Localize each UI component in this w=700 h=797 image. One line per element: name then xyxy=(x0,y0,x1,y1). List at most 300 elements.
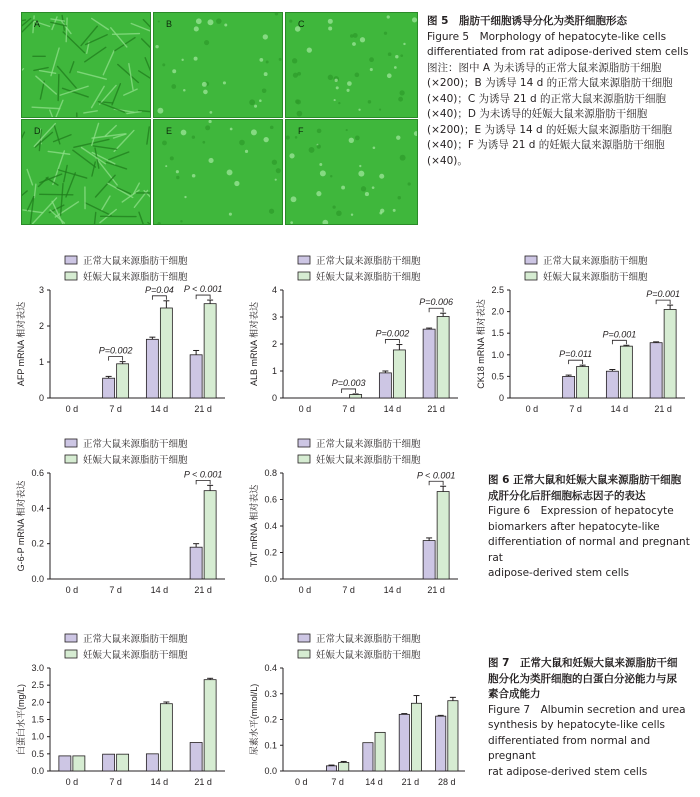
caption-line: rat adipose-derived stem cells xyxy=(488,765,648,778)
cell-shape xyxy=(157,108,163,114)
bar xyxy=(650,343,662,398)
bar xyxy=(160,704,172,771)
cell-shape xyxy=(176,170,179,173)
y-tick-label: 1.5 xyxy=(491,328,504,339)
bar xyxy=(399,714,409,771)
y-tick-label: 0.2 xyxy=(31,538,44,549)
x-tick-label: 0 d xyxy=(65,404,79,414)
caption-line: 图注：图中 A 为未诱导的正常大鼠来源脂肪干细胞 xyxy=(427,61,662,74)
figure6-caption xyxy=(488,473,696,582)
p-value-label: P < 0.001 xyxy=(183,469,223,480)
significance-bracket xyxy=(429,481,443,485)
bar xyxy=(204,491,216,579)
bar xyxy=(620,346,632,398)
cell-shape xyxy=(270,126,274,130)
bar xyxy=(379,373,391,398)
bar xyxy=(437,492,449,579)
caption-line: (×40)；D 为未诱导的妊娠大鼠来源脂肪干细胞 xyxy=(427,108,648,120)
cell-shape xyxy=(143,20,150,35)
cell-shape xyxy=(289,153,294,158)
chart-ck18 xyxy=(470,250,695,420)
legend-swatch xyxy=(298,455,310,463)
cell-shape xyxy=(266,60,269,63)
cell-shape xyxy=(368,100,371,103)
micrograph-texture xyxy=(286,13,417,117)
bar xyxy=(363,743,373,771)
y-tick-label: 4 xyxy=(271,285,277,295)
micrograph-panel-d xyxy=(21,119,151,225)
legend-swatch xyxy=(298,272,310,280)
cell-shape xyxy=(22,132,24,150)
cell-shape xyxy=(40,194,73,195)
legend-label: 正常大鼠来源脂肪干细胞 xyxy=(316,256,421,267)
legend-label: 正常大鼠来源脂肪干细胞 xyxy=(83,256,188,267)
significance-bracket xyxy=(656,300,670,304)
cell-shape xyxy=(162,63,165,66)
x-tick-label: 0 d xyxy=(65,777,79,787)
caption-line: differentiated from normal and pregnant xyxy=(488,734,651,762)
x-tick-label: 7 d xyxy=(342,585,355,595)
cell-shape xyxy=(269,209,274,214)
y-tick-label: 0.0 xyxy=(264,574,277,584)
legend-swatch xyxy=(65,650,77,658)
cell-shape xyxy=(112,84,120,105)
cell-shape xyxy=(196,18,202,24)
cell-shape xyxy=(370,68,373,71)
caption-line: adipose-derived stem cells xyxy=(488,567,630,579)
legend-swatch xyxy=(298,256,310,264)
micrograph-texture xyxy=(22,13,150,117)
legend-label: 正常大鼠来源脂肪干细胞 xyxy=(543,256,648,267)
cell-shape xyxy=(229,213,232,216)
y-tick-label: 0.5 xyxy=(491,371,504,382)
legend-label: 妊娠大鼠来源脂肪干细胞 xyxy=(316,650,421,661)
cell-shape xyxy=(170,156,174,160)
chart-svg xyxy=(243,433,468,601)
panel-label: A xyxy=(34,19,41,29)
cell-shape xyxy=(332,205,335,208)
cell-shape xyxy=(393,209,396,212)
y-tick-label: 2.5 xyxy=(31,680,44,691)
bar xyxy=(326,766,336,771)
cell-shape xyxy=(379,212,382,215)
cell-shape xyxy=(93,146,116,149)
micrograph-panel-c xyxy=(285,12,418,118)
caption-line: Figure 6 Expression of hepatocyte xyxy=(488,505,674,517)
cell-shape xyxy=(309,147,315,153)
legend-swatch xyxy=(298,634,310,642)
y-tick-label: 0.4 xyxy=(264,663,277,673)
cell-shape xyxy=(263,137,268,142)
cell-shape xyxy=(209,111,212,114)
cell-shape xyxy=(203,90,208,95)
cell-shape xyxy=(183,89,186,92)
cell-shape xyxy=(365,192,369,196)
cell-shape xyxy=(403,43,405,45)
cell-shape xyxy=(249,99,255,105)
legend-label: 正常大鼠来源脂肪干细胞 xyxy=(316,634,421,645)
cell-shape xyxy=(22,191,27,205)
x-tick-label: 7 d xyxy=(342,404,355,414)
cell-shape xyxy=(105,126,116,136)
caption-line: biomarkers after hepatocyte-like xyxy=(488,520,660,533)
caption-line: 图 6 正常大鼠和妊娠大鼠来源脂肪干细胞 xyxy=(488,474,682,486)
caption-line: (×40)。 xyxy=(427,154,468,167)
cell-shape xyxy=(355,136,360,141)
chart-urea xyxy=(243,628,475,793)
chart-albumin xyxy=(10,628,235,793)
x-tick-label: 0 d xyxy=(298,585,312,595)
cell-shape xyxy=(254,105,257,108)
x-tick-label: 14 d xyxy=(365,777,383,787)
cell-shape xyxy=(259,58,263,62)
cell-shape xyxy=(176,176,179,179)
cell-shape xyxy=(276,168,281,173)
cell-shape xyxy=(162,140,167,145)
caption-line: differentiated from rat adipose-derived stem cells xyxy=(427,46,689,58)
caption-line: (×40)；F 为诱导 21 d 的妊娠大鼠来源脂肪干细胞 xyxy=(427,139,665,151)
cell-shape xyxy=(295,136,298,139)
y-axis-label: AFP mRNA 相对表达 xyxy=(16,301,26,387)
cell-shape xyxy=(139,71,150,79)
cell-shape xyxy=(317,144,321,148)
y-tick-label: 2 xyxy=(38,321,44,331)
caption-line: (×200)；B 为诱导 14 d 的正常大鼠来源脂肪干细胞 xyxy=(427,77,673,89)
bar xyxy=(190,547,202,579)
p-value-label: P=0.002 xyxy=(98,345,133,356)
y-tick-label: 1.0 xyxy=(31,731,44,742)
cell-shape xyxy=(239,140,245,146)
figure7-caption xyxy=(488,656,696,780)
cell-shape xyxy=(293,73,298,78)
caption-line: differentiation of normal and pregnant rat xyxy=(488,536,690,564)
cell-shape xyxy=(54,135,71,142)
bar xyxy=(375,732,385,771)
y-tick-label: 0 xyxy=(498,393,504,403)
cell-shape xyxy=(328,26,332,30)
micrograph-panel-f xyxy=(285,119,418,225)
y-tick-label: 1.5 xyxy=(31,714,44,725)
cell-shape xyxy=(347,89,350,92)
bar xyxy=(117,364,129,398)
cell-shape xyxy=(334,99,336,101)
cell-shape xyxy=(400,54,403,57)
cell-shape xyxy=(103,51,114,75)
cell-shape xyxy=(202,82,207,87)
cell-shape xyxy=(316,191,321,196)
bar xyxy=(190,355,202,398)
cell-shape xyxy=(204,40,209,45)
bar xyxy=(393,350,405,398)
legend-swatch xyxy=(525,272,537,280)
cell-shape xyxy=(180,220,182,222)
cell-shape xyxy=(384,32,387,35)
cell-shape xyxy=(290,221,293,224)
bar xyxy=(563,376,575,398)
cell-shape xyxy=(113,34,140,35)
cell-shape xyxy=(264,72,268,76)
cell-shape xyxy=(59,170,87,178)
legend-label: 正常大鼠来源脂肪干细胞 xyxy=(316,439,421,450)
y-tick-label: 0.3 xyxy=(264,688,277,699)
cell-shape xyxy=(379,174,384,179)
panel-label: E xyxy=(166,126,173,136)
cell-shape xyxy=(399,90,404,95)
y-axis-label: G-6-P mRNA 相对表达 xyxy=(16,480,26,572)
x-tick-label: 21 d xyxy=(194,777,212,787)
cell-shape xyxy=(207,19,213,25)
cell-shape xyxy=(60,86,88,95)
caption-line: 素合成能力 xyxy=(488,688,541,700)
cell-shape xyxy=(358,171,364,177)
cell-shape xyxy=(147,127,149,144)
y-tick-label: 1 xyxy=(271,366,277,376)
bar xyxy=(423,541,435,579)
y-tick-label: 0.6 xyxy=(31,468,44,478)
significance-bracket xyxy=(152,296,166,300)
bar xyxy=(103,378,115,398)
cell-shape xyxy=(328,19,333,24)
y-tick-label: 0.8 xyxy=(264,468,277,478)
cell-shape xyxy=(109,152,129,160)
cell-shape xyxy=(208,158,213,163)
cell-shape xyxy=(32,107,60,108)
bar xyxy=(411,703,421,771)
cell-shape xyxy=(295,99,299,103)
cell-shape xyxy=(23,210,43,213)
x-tick-label: 14 d xyxy=(150,585,169,595)
legend-swatch xyxy=(65,256,77,264)
significance-bracket xyxy=(196,295,210,299)
cell-shape xyxy=(251,129,257,135)
cell-shape xyxy=(165,165,167,167)
p-value-label: P=0.003 xyxy=(331,377,366,388)
x-tick-label: 14 d xyxy=(150,404,169,414)
bar xyxy=(59,756,71,771)
chart-g6p xyxy=(10,433,235,601)
cell-shape xyxy=(263,34,268,39)
bar xyxy=(103,754,115,771)
y-axis-label: CK18 mRNA 相对表达 xyxy=(476,299,486,389)
cell-shape xyxy=(66,18,67,42)
cell-shape xyxy=(379,109,381,111)
bar xyxy=(160,308,172,398)
cell-shape xyxy=(307,47,312,52)
significance-bracket xyxy=(612,340,626,344)
cell-shape xyxy=(142,39,150,59)
cell-shape xyxy=(22,20,34,37)
cell-shape xyxy=(291,196,297,202)
panel-label: C xyxy=(298,19,305,29)
x-tick-label: 14 d xyxy=(150,777,169,787)
bar xyxy=(146,339,158,398)
chart-svg xyxy=(10,433,235,601)
chart-svg xyxy=(243,628,475,793)
cell-shape xyxy=(234,181,239,186)
cell-shape xyxy=(372,186,375,189)
cell-shape xyxy=(22,69,24,89)
cell-shape xyxy=(394,66,397,69)
p-value-label: P < 0.001 xyxy=(416,470,456,481)
caption-line: Figure 7 Albumin secretion and urea xyxy=(488,703,686,716)
x-tick-label: 14 d xyxy=(383,585,402,595)
y-tick-label: 2.0 xyxy=(31,697,44,708)
cell-shape xyxy=(245,150,248,153)
cell-shape xyxy=(194,26,199,31)
caption-line: 图 5 脂肪干细胞诱导分化为类肝细胞形态 xyxy=(427,15,627,27)
legend-swatch xyxy=(298,650,310,658)
cell-shape xyxy=(330,175,332,177)
cell-shape xyxy=(58,75,59,101)
cell-shape xyxy=(205,125,210,130)
caption-line: synthesis by hepatocyte-like cells xyxy=(488,719,665,731)
cell-shape xyxy=(317,129,322,134)
cell-shape xyxy=(64,165,67,181)
y-tick-label: 0 xyxy=(271,393,277,403)
cell-shape xyxy=(40,71,56,74)
cell-shape xyxy=(124,89,137,95)
chart-svg xyxy=(10,628,235,793)
legend-label: 妊娠大鼠来源脂肪干细胞 xyxy=(83,455,188,466)
cell-shape xyxy=(223,81,226,84)
cell-shape xyxy=(106,162,126,169)
cell-shape xyxy=(322,220,328,224)
cell-shape xyxy=(346,129,348,131)
caption-line: (×200)；E 为诱导 14 d 的妊娠大鼠来源脂肪干细胞 xyxy=(427,123,673,136)
cell-shape xyxy=(388,52,392,56)
cell-shape xyxy=(320,170,326,176)
cell-shape xyxy=(192,174,196,178)
bar xyxy=(448,701,458,771)
cell-shape xyxy=(347,81,352,86)
cell-shape xyxy=(352,42,356,46)
legend-swatch xyxy=(65,439,77,447)
cell-shape xyxy=(36,76,56,94)
micrograph-panel-e xyxy=(153,119,283,225)
micrograph-texture xyxy=(154,13,282,117)
cell-shape xyxy=(289,19,292,22)
cell-shape xyxy=(358,109,360,111)
x-tick-label: 0 d xyxy=(65,585,79,595)
p-value-label: P=0.002 xyxy=(375,328,410,339)
chart-svg xyxy=(243,250,468,420)
caption-line: 胞分化为类肝细胞的白蛋白分泌能力与尿 xyxy=(488,672,677,685)
x-tick-label: 7 d xyxy=(109,777,122,787)
legend-swatch xyxy=(65,455,77,463)
legend-label: 妊娠大鼠来源脂肪干细胞 xyxy=(543,272,648,283)
cell-shape xyxy=(414,131,417,136)
cell-shape xyxy=(85,203,111,216)
cell-shape xyxy=(202,141,205,144)
cell-shape xyxy=(369,57,374,62)
cell-shape xyxy=(328,75,333,80)
cell-shape xyxy=(181,59,183,61)
significance-bracket xyxy=(342,389,356,393)
cell-shape xyxy=(297,111,303,117)
x-tick-label: 21 d xyxy=(427,404,445,414)
y-tick-label: 2 xyxy=(271,339,277,349)
caption-line: 图 7 正常大鼠和妊娠大鼠来源脂肪干细 xyxy=(488,657,678,669)
legend-swatch xyxy=(525,256,537,264)
cell-shape xyxy=(341,186,345,190)
cell-shape xyxy=(38,177,48,186)
cell-shape xyxy=(338,102,340,104)
cell-shape xyxy=(192,135,195,138)
caption-line: 成肝分化后肝细胞标志因子的表达 xyxy=(488,489,646,502)
y-axis-label: TAT mRNA 相对表达 xyxy=(249,484,259,568)
cell-shape xyxy=(118,64,139,82)
y-tick-label: 0.2 xyxy=(264,547,277,558)
legend-label: 正常大鼠来源脂肪干细胞 xyxy=(83,634,188,645)
cell-shape xyxy=(27,170,32,185)
cell-shape xyxy=(319,163,322,166)
x-tick-label: 21 d xyxy=(427,585,445,595)
cell-shape xyxy=(46,178,58,185)
micrograph-texture xyxy=(286,120,417,224)
y-tick-label: 0.0 xyxy=(31,574,44,584)
cell-shape xyxy=(157,222,160,224)
cell-shape xyxy=(74,139,109,147)
y-tick-label: 0.4 xyxy=(264,521,277,531)
caption-line: (×40)；C 为诱导 21 d 的正常大鼠来源脂肪干细胞 xyxy=(427,92,667,105)
x-tick-label: 7 d xyxy=(109,404,122,414)
caption-line: Figure 5 Morphology of hepatocyte-like cells xyxy=(427,30,667,43)
bar xyxy=(339,763,349,771)
cell-shape xyxy=(184,196,186,198)
y-axis-label: 白蛋白水平(mg/L) xyxy=(16,683,26,756)
panel-label: D xyxy=(34,126,41,136)
p-value-label: P=0.04 xyxy=(144,284,174,295)
cell-shape xyxy=(53,151,64,184)
y-tick-label: 0.2 xyxy=(264,714,277,725)
x-tick-label: 21 d xyxy=(654,404,672,414)
cell-shape xyxy=(336,86,339,89)
bar xyxy=(606,371,618,398)
cell-shape xyxy=(275,13,278,15)
cell-shape xyxy=(387,73,392,78)
cell-shape xyxy=(259,99,262,102)
cell-shape xyxy=(272,160,277,165)
x-tick-label: 0 d xyxy=(298,404,312,414)
y-tick-label: 0.5 xyxy=(31,748,44,759)
y-tick-label: 0.0 xyxy=(31,766,44,776)
cell-shape xyxy=(359,165,361,167)
cell-shape xyxy=(58,66,77,88)
bar xyxy=(664,309,676,398)
cell-shape xyxy=(158,20,160,22)
panel-label: B xyxy=(166,19,173,29)
x-tick-label: 21 d xyxy=(194,404,212,414)
y-tick-label: 1 xyxy=(38,357,44,367)
y-tick-label: 3 xyxy=(38,285,44,295)
cell-shape xyxy=(334,79,337,82)
cell-shape xyxy=(78,72,107,79)
cell-shape xyxy=(172,69,176,73)
cell-shape xyxy=(279,58,282,61)
y-axis-label: 尿素水平(mmol/L) xyxy=(249,683,259,756)
legend-label: 妊娠大鼠来源脂肪干细胞 xyxy=(83,650,188,661)
y-tick-label: 0 xyxy=(38,393,44,403)
significance-bracket xyxy=(429,308,443,312)
cell-shape xyxy=(81,147,105,163)
cell-shape xyxy=(408,182,411,185)
cell-shape xyxy=(286,135,290,139)
y-tick-label: 3 xyxy=(271,312,277,322)
cell-shape xyxy=(373,146,376,149)
bar xyxy=(117,754,129,771)
cell-shape xyxy=(351,213,353,215)
y-tick-label: 2.5 xyxy=(491,285,504,295)
